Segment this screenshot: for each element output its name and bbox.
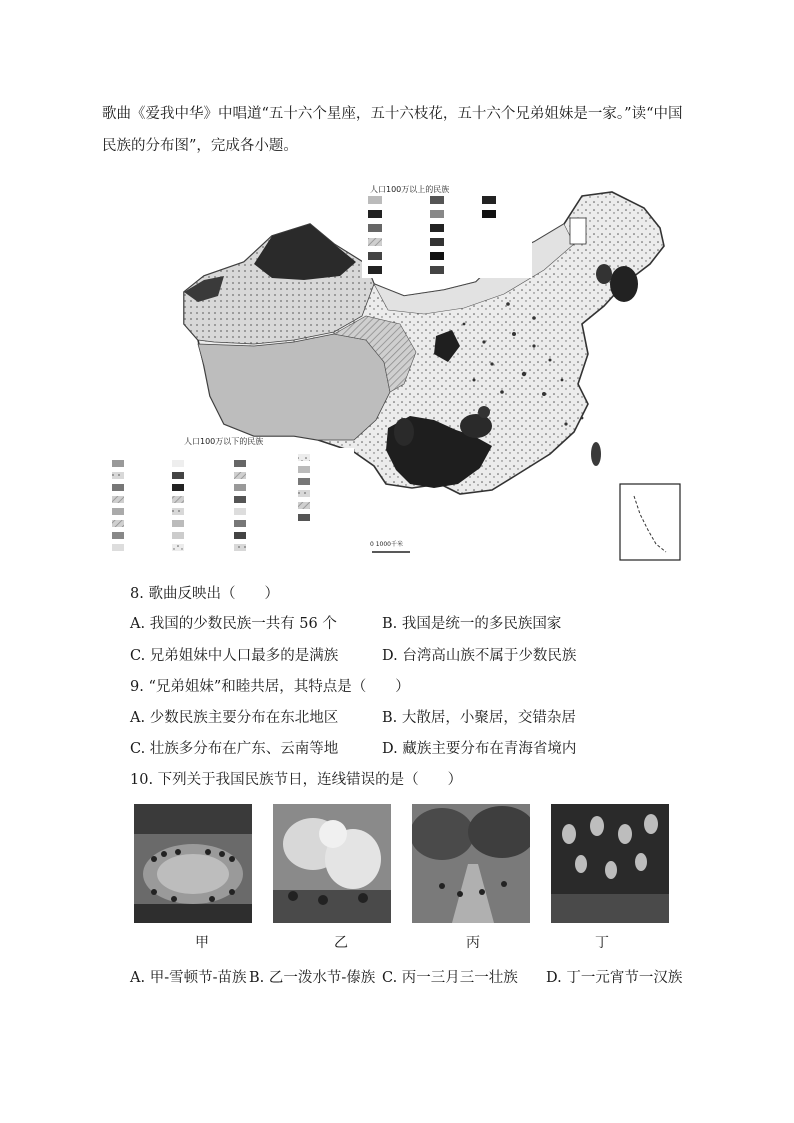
q9-option-b[interactable]: B. 大散居，小聚居，交错杂居: [382, 710, 576, 726]
photo-jia: [134, 804, 252, 923]
photo-bing: [412, 804, 530, 923]
tibet-region: [198, 334, 390, 440]
ethnic-distribution-map: [104, 184, 690, 564]
q10-option-c[interactable]: C. 丙一三月三一壮族: [382, 970, 518, 986]
question-8-stem: 8. 歌曲反映出（ ）: [130, 586, 279, 602]
q8-option-b[interactable]: B. 我国是统一的多民族国家: [382, 616, 562, 632]
photo-ding: [551, 804, 669, 923]
south-china-sea-inset: [620, 484, 680, 560]
north-xinjiang-dark: [254, 224, 356, 280]
q10-option-b[interactable]: B. 乙一泼水节-傣族: [249, 970, 376, 986]
legend-top: [362, 184, 532, 278]
legend-bottom-title: 人口100万以下的民族: [184, 437, 264, 446]
intro-line-1: 歌曲《爱我中华》中唱道“五十六个星座，五十六枝花，五十六个兄弟姐妹是一家。”读“中国: [102, 106, 683, 122]
q9-option-c[interactable]: C. 壮族多分布在广东、云南等地: [130, 741, 339, 757]
q8-option-c[interactable]: C. 兄弟姐妹中人口最多的是满族: [130, 648, 339, 664]
q10-option-a[interactable]: A. 甲-雪顿节-苗族: [130, 970, 247, 986]
caption-jia: 甲: [195, 935, 209, 951]
caption-yi: 乙: [334, 935, 348, 951]
legend-bottom: [104, 448, 354, 558]
legend-top-title: 人口100万以上的民族: [370, 185, 450, 194]
intro-line-2: 民族的分布图”，完成各小题。: [102, 138, 298, 154]
q9-option-d[interactable]: D. 藏族主要分布在青海省境内: [382, 741, 577, 757]
q8-option-d[interactable]: D. 台湾高山族不属于少数民族: [382, 648, 577, 664]
q9-option-a[interactable]: A. 少数民族主要分布在东北地区: [130, 710, 339, 726]
q10-option-d[interactable]: D. 丁一元宵节一汉族: [546, 970, 683, 986]
question-10-stem: 10. 下列关于我国民族节日，连线错误的是（ ）: [130, 772, 463, 788]
scale-label: 0 1000千米: [370, 541, 403, 548]
q8-option-a[interactable]: A. 我国的少数民族一共有 56 个: [130, 616, 337, 632]
intro-paragraph: [102, 98, 702, 162]
caption-ding: 丁: [595, 935, 609, 951]
photo-yi: [273, 804, 391, 923]
festival-photos: [134, 804, 670, 924]
caption-bing: 丙: [466, 935, 480, 951]
question-9-stem: 9. “兄弟姐妹”和睦共居，其特点是（ ）: [130, 679, 410, 695]
